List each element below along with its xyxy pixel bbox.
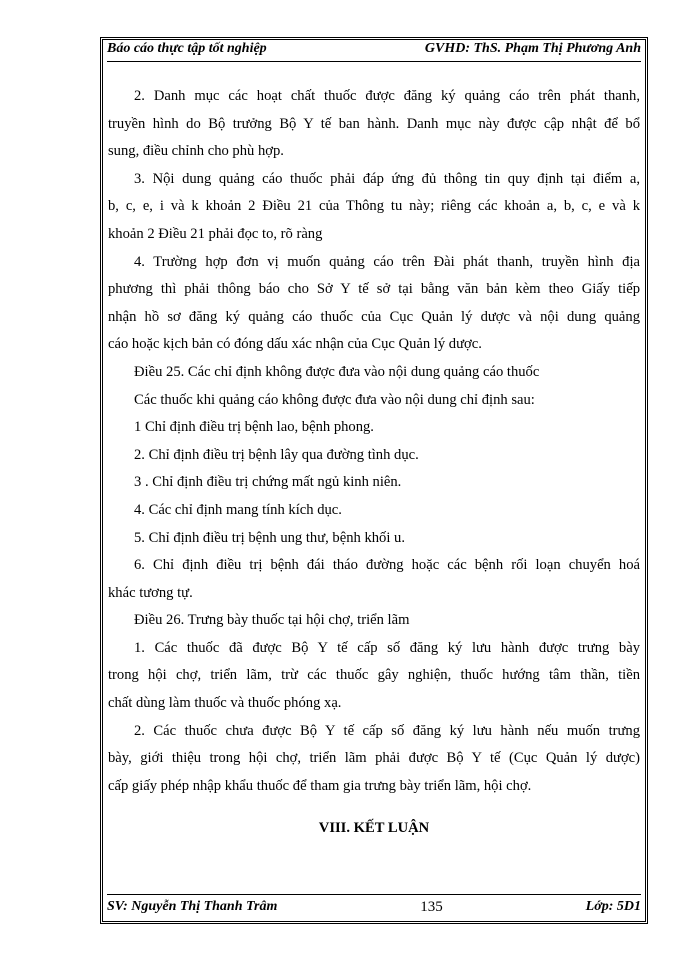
list-item: 4. Các chỉ định mang tính kích dục. — [134, 501, 342, 518]
body-line: 3. Nội dung quảng cáo thuốc phải đáp ứng đủ thông tin quy định tại điểm a, — [134, 170, 640, 187]
document-body — [108, 83, 640, 800]
body-line: truyền hình do Bộ trưởng Bộ Y tế ban hành. Danh mục này được cập nhật để bổ — [108, 115, 640, 132]
article-26-title: Điều 26. Trưng bày thuốc tại hội chợ, triển lãm — [134, 612, 410, 629]
footer-class: Lớp: 5D1 — [585, 899, 641, 914]
footer-student-name: SV: Nguyễn Thị Thanh Trâm — [107, 899, 278, 914]
body-line: cấp giấy phép nhập khẩu thuốc để tham gia trưng bày triển lãm, hội chợ. — [108, 777, 532, 794]
body-line: 4. Trường hợp đơn vị muốn quảng cáo trên Đài phát thanh, truyền hình địa — [134, 253, 640, 270]
body-line: sung, điều chỉnh cho phù hợp. — [108, 143, 284, 160]
list-item: 3 . Chỉ định điều trị chứng mất ngủ kinh niên. — [134, 474, 402, 491]
list-item: 1 Chỉ định điều trị bệnh lao, bệnh phong. — [134, 419, 374, 436]
body-line: cáo hoặc kịch bản có đóng dấu xác nhận của Cục Quản lý dược. — [108, 336, 482, 353]
article-25-title: Điều 25. Các chỉ định không được đưa vào nội dung quảng cáo thuốc — [134, 363, 540, 380]
body-line: 2. Các thuốc chưa được Bộ Y tế cấp số đăng ký lưu hành nếu muốn trưng — [134, 722, 640, 739]
header-report-title: Báo cáo thực tập tốt nghiệp — [107, 41, 267, 56]
body-line: nhận hồ sơ đăng ký quảng cáo thuốc của Cục Quản lý dược và nội dung quảng — [108, 308, 640, 325]
body-line: khoản 2 Điều 21 phải đọc to, rõ ràng — [108, 225, 323, 242]
body-line: bày, giới thiệu trong hội chợ, triển lãm phải được Bộ Y tế (Cục Quản lý dược) — [108, 750, 640, 767]
list-item-continuation: khác tương tự. — [108, 584, 193, 601]
section-heading: VIII. KẾT LUẬN — [318, 820, 430, 836]
body-line: 2. Danh mục các hoạt chất thuốc được đăng ký quảng cáo trên phát thanh, — [134, 88, 640, 104]
body-line: b, c, e, i và k khoản 2 Điều 21 của Thông tu này; riêng các khoản a, b, c, e và k — [108, 198, 640, 215]
body-line: chất dùng làm thuốc và thuốc phóng xạ. — [108, 695, 342, 712]
article-25-intro: Các thuốc khi quảng cáo không được đưa vào nội dung chỉ định sau: — [134, 391, 535, 408]
list-item: 5. Chỉ định điều trị bệnh ung thư, bệnh khối u. — [134, 529, 405, 546]
body-line: trong hội chợ, triển lãm, trừ các thuốc gây nghiện, thuốc hướng tâm thần, tiền — [108, 667, 640, 684]
body-line: 1. Các thuốc đã được Bộ Y tế cấp số đăng ký lưu hành được trưng bày — [134, 639, 640, 656]
page-footer — [107, 894, 641, 915]
list-item: 6. Chỉ định điều trị bệnh đái tháo đường hoặc các bệnh rối loạn chuyển hoá — [134, 557, 640, 574]
header-supervisor: GVHD: ThS. Phạm Thị Phương Anh — [424, 41, 641, 56]
body-line: phương thì phải thông báo cho Sở Y tế sở tại bằng văn bản kèm theo Giấy tiếp — [108, 281, 640, 298]
page-number: 135 — [420, 899, 443, 915]
page-header — [107, 41, 641, 62]
list-item: 2. Chỉ định điều trị bệnh lây qua đường tình dục. — [134, 446, 419, 463]
